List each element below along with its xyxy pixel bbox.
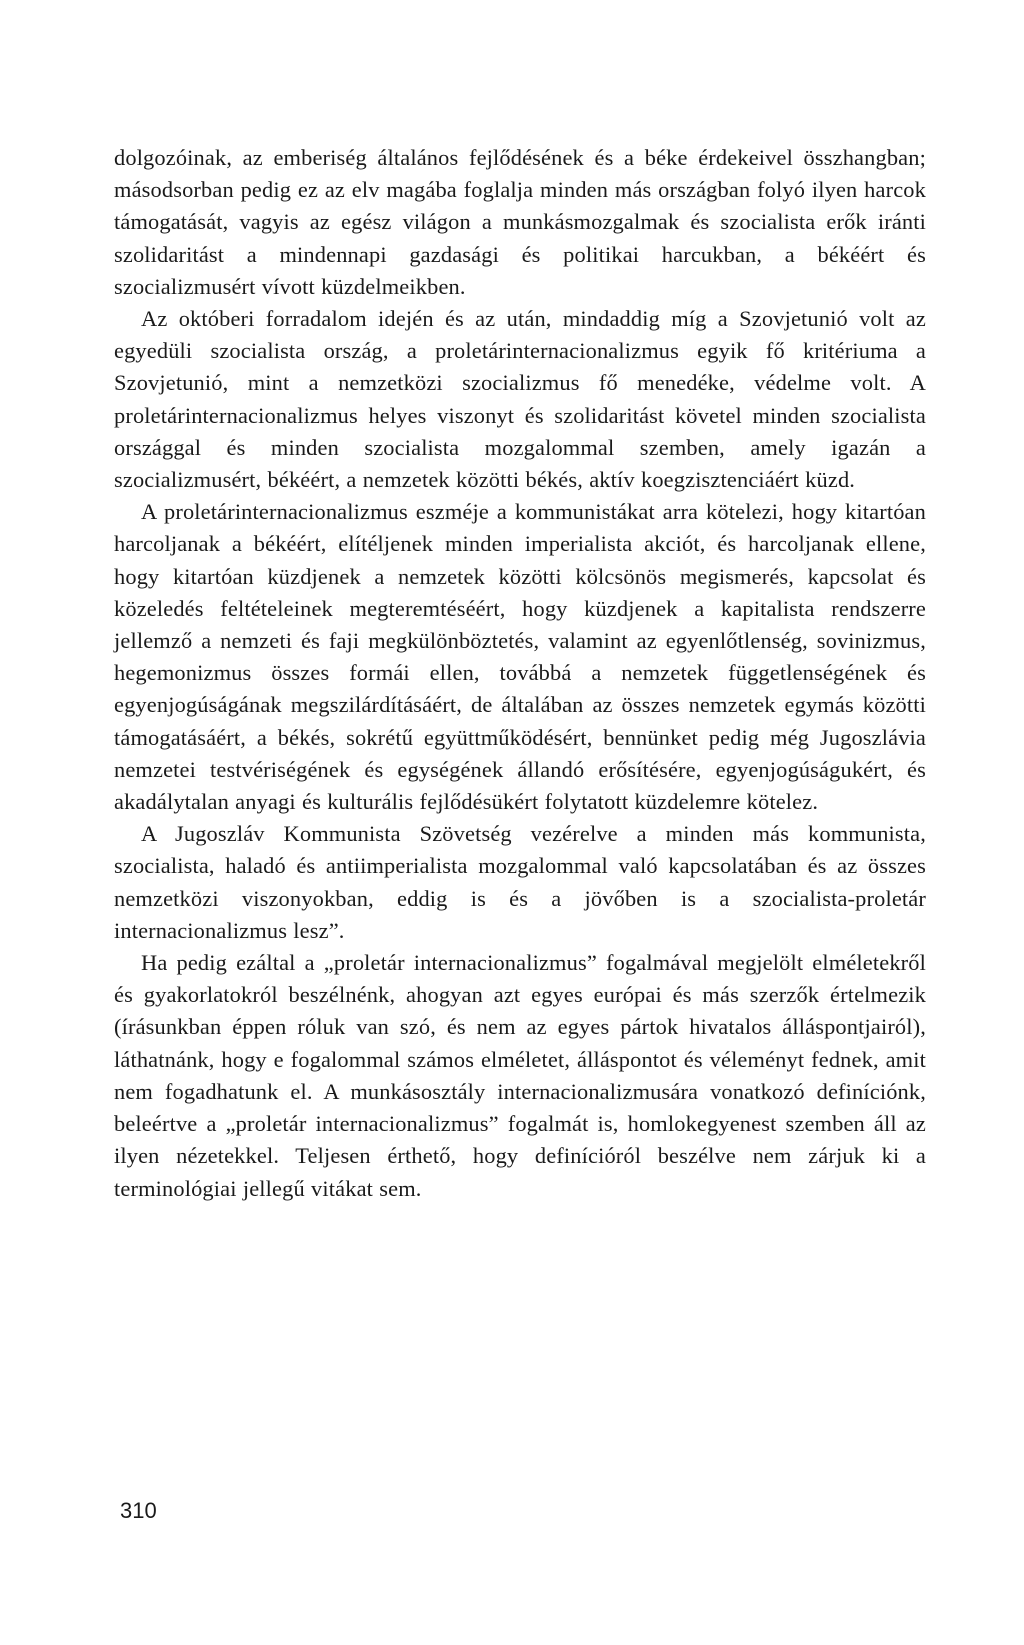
- paragraph-5: Ha pedig ezáltal a „proletár internacionalizmus” fogalmával megjelölt elméletekről és gyakorlatokról beszélnénk, ahogyan azt egyes európai és más szerzők értelmezik (írásunkban éppen róluk van szó, és nem az egyes pártok hivatalos álláspontjairól), láthatnánk, hogy e fogalommal számos elméletet, álláspontot és véleményt fednek, amit nem fogadhatunk el. A munkásosztály internacionalizmusára vonatkozó definíciónk, beleértve a „proletár internacionalizmus” fogalmát is, homlokegyenest szemben áll az ilyen nézetekkel. Teljesen érthető, hogy definícióról beszélve nem zárjuk ki a terminológiai jellegű vitákat sem.: [114, 950, 926, 1201]
- paragraph-4: A Jugoszláv Kommunista Szövetség vezérelve a minden más kommunista, szocialista, haladó és antiimperialista mozgalommal való kapcsolatában és az összes nemzetközi viszonyokban, eddig is és a jövőben is a szocialista-proletár internacionalizmus lesz”.: [114, 821, 926, 943]
- page-body: [114, 142, 926, 1205]
- page-number: 310: [120, 1498, 157, 1523]
- paragraph-3: A proletárinternacionalizmus eszméje a kommunistákat arra kötelezi, hogy kitartóan harcoljanak a békéért, elítéljenek minden imperialista akciót, és harcoljanak ellene, hogy kitartóan küzdjenek a nemzetek közötti kölcsönös megismerés, kapcsolat és közeledés feltételeinek megteremtéséért, hogy küzdjenek a kapitalista rendszerre jellemző a nemzeti és faji megkülönböztetés, valamint az egyenlőtlenség, sovinizmus, hegemonizmus összes formái ellen, továbbá a nemzetek függetlenségének és egyenjogúságának megszilárdításáért, de általában az összes nemzetek egymás közötti támogatásáért, a békés, sokrétű együttműködésért, bennünket pedig még Jugoszlávia nemzetei testvériségének és egységének állandó erősítésére, egyenjogúságukért, és akadálytalan anyagi és kulturális fejlődésükért folytatott küzdelemre kötelez.: [114, 499, 926, 815]
- paragraph-2: Az októberi forradalom idején és az után, mindaddig míg a Szovjetunió volt az egyedüli szocialista ország, a proletárinternacionalizmus egyik fő kritériuma a Szovjetunió, mint a nemzetközi szocializmus fő menedéke, védelme volt. A proletárinternacionalizmus helyes viszonyt és szolidaritást követel minden szocialista országgal és minden szocialista mozgalommal szemben, amely igazán a szocializmusért, békéért, a nemzetek közötti békés, aktív koegzisztenciáért küzd.: [114, 306, 926, 493]
- paragraph-1: dolgozóinak, az emberiség általános fejlődésének és a béke érdekeivel összhangban; másodsorban pedig ez az elv magába foglalja minden más országban folyó ilyen harcok támogatását, vagyis az egész világon a munkásmozgalmak és szocialista erők iránti szolidaritást a mindennapi gazdasági és politikai harcukban, a békéért és szocializmusért vívott küzdelmeikben.: [114, 145, 926, 299]
